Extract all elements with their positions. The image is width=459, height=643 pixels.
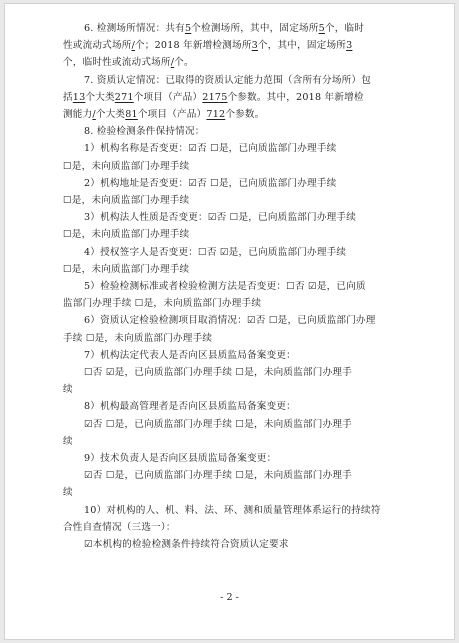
text: 个参数。其中，2018 年新增检	[227, 91, 364, 103]
check-line: 续	[63, 435, 73, 447]
fixed-site-value: 5	[318, 23, 325, 34]
check-line: ☐是，未向质监部门办理手续	[63, 263, 190, 275]
page-number: - 2 -	[220, 592, 239, 603]
check-line: 续	[63, 384, 73, 396]
item-8-heading: 8. 检验检测条件保持情况：	[84, 126, 205, 138]
document-body	[63, 20, 413, 553]
text: 个；2018 年新增检测场所	[135, 40, 252, 52]
text: 个大类	[85, 91, 115, 103]
new-site-total-value: 3	[251, 40, 258, 52]
new-fixed-site-value: 3	[346, 40, 353, 52]
text: 个项目（产品）	[137, 109, 207, 121]
check-line: ☑否 ☐是，已向质监部门办理手续 ☐是，未向质监部门办理手	[84, 470, 352, 482]
check-line: 10）对机构的人、机、料、法、环、测和质量管理体系运行的持续符	[84, 504, 381, 516]
check-line: ☐是，未向质监部门办理手续	[63, 229, 190, 241]
check-line: 手续 ☐是，未向质监部门办理手续	[63, 332, 213, 344]
text: 个检测场所，其中，固定场所	[191, 23, 319, 34]
check-line: ☐否 ☑是，已向质监部门办理手续 ☐是，未向质监部门办理手	[84, 367, 352, 379]
param-count: 2175	[202, 91, 228, 103]
check-line: 监部门办理手续 ☐是，未向质监部门办理手续	[63, 298, 262, 310]
check-line: ☑否 ☐是，已向质监部门办理手续 ☐是，未向质监部门办理手	[84, 418, 352, 430]
check-line: 3）机构法人性质是否变更：☑否 ☐是，已向质监部门办理手续	[84, 212, 356, 224]
item-6-line-2	[63, 37, 413, 54]
check-line: 8）机构最高管理者是否向区县质监局备案变更：	[84, 401, 296, 413]
text: 个，其中，固定场所	[257, 40, 347, 52]
text: 个，临时性或流动式场所	[63, 57, 171, 69]
check-line: 1）机构名称是否变更：☑否 ☐是，已向质监部门办理手续	[84, 143, 337, 155]
check-line: 合性自查情况（三选一）：	[63, 521, 176, 533]
text: 个参数。	[225, 109, 265, 121]
new-temp-site-value: /	[170, 57, 175, 69]
site-total-value: 5	[184, 23, 192, 34]
item-7-line-1: 7. 资质认定情况：已取得的资质认定能力范围（含所有分场所）包	[84, 74, 372, 86]
item-7-line-3	[63, 106, 413, 123]
check-line: ☑本机构的检验检测条件持续符合资质认定要求	[84, 539, 289, 551]
text: 测能力	[63, 109, 93, 121]
new-category-count: /	[92, 109, 96, 121]
check-line: ☐是，未向质监部门办理手续	[63, 195, 190, 207]
text: 个，临时	[324, 23, 365, 34]
check-line: 续	[63, 487, 73, 499]
temp-site-value: /	[131, 40, 135, 52]
item-6-line-1	[63, 20, 413, 37]
text: 6. 检测场所情况：共有	[84, 23, 185, 34]
text: 个。	[174, 57, 194, 69]
text: 个项目（产品）	[133, 91, 203, 103]
text: 个大类	[95, 109, 126, 121]
new-param-count: 712	[206, 109, 226, 121]
item-6-line-3	[63, 54, 413, 71]
check-line: 7）机构法定代表人是否向区县质监局备案变更：	[84, 349, 296, 361]
check-line: ☐是，未向质监部门办理手续	[63, 160, 190, 172]
check-line: 4）授权签字人是否变更：☐否 ☑是，已向质监部门办理手续	[84, 246, 347, 258]
text: 性或流动式场所	[63, 40, 132, 52]
check-line: 9）技术负责人是否向区县质监局备案变更：	[84, 453, 277, 465]
document-page	[4, 3, 455, 640]
check-line: 5）检验检测标准或者检验检测方法是否变更：☐否 ☑是，已向质	[84, 281, 366, 293]
new-project-count: 81	[125, 109, 138, 121]
check-line: 2）机构地址是否变更：☑否 ☐是，已向质监部门办理手续	[84, 177, 337, 189]
category-count: 13	[72, 91, 86, 103]
text: 括	[63, 91, 73, 103]
check-line: 6）资质认定检验检测项目取消情况：☑否 ☐是，已向质监部门办理	[84, 315, 376, 327]
item-7-line-2	[63, 89, 413, 106]
project-count: 271	[114, 91, 134, 103]
